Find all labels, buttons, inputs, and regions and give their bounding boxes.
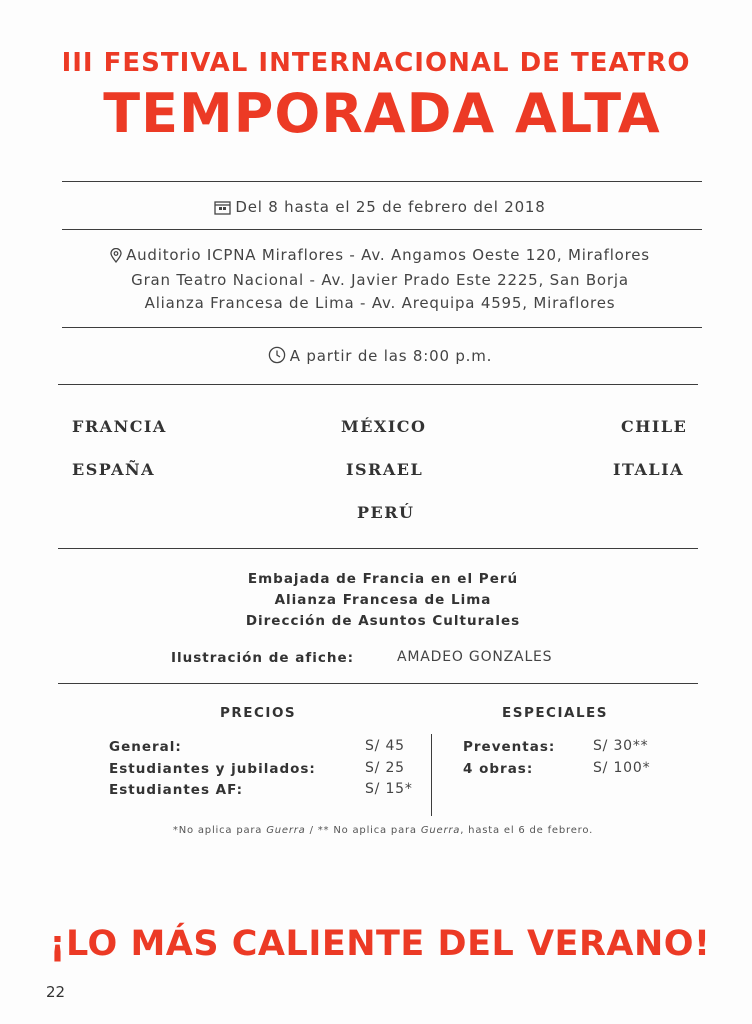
special-value: S/ 30**: [593, 738, 649, 754]
price-value: S/ 45: [365, 738, 405, 754]
illustration-value: AMADEO GONZALES: [397, 649, 553, 665]
special-label: 4 obras:: [463, 761, 534, 777]
divider: [58, 548, 698, 549]
column-divider: [431, 734, 432, 816]
calendar-icon: [214, 198, 235, 216]
price-footnote: [63, 825, 703, 836]
footnote-text: *No aplica para: [172, 825, 267, 836]
special-label: Preventas:: [463, 739, 556, 755]
festival-title: TEMPORADA ALTA: [103, 82, 661, 145]
country-name: PERÚ: [357, 503, 415, 522]
footnote-text: / ** No aplica para: [305, 825, 421, 836]
time-row: [60, 346, 700, 365]
illustration-label: Ilustración de afiche:: [171, 650, 355, 666]
organizer-line: Dirección de Asuntos Culturales: [245, 613, 521, 629]
country-name: ITALIA: [613, 460, 685, 479]
dates-text: Del 8 hasta el 25 de febrero del 2018: [235, 198, 546, 216]
clock-icon: [268, 347, 290, 365]
divider: [62, 327, 702, 328]
venue-line: Alianza Francesa de Lima - Av. Arequipa 4595, Miraflores: [144, 294, 616, 312]
country-name: CHILE: [621, 417, 688, 436]
location-pin-icon: [110, 246, 126, 264]
festival-subtitle: III FESTIVAL INTERNACIONAL DE TEATRO: [61, 48, 691, 78]
country-name: ESPAÑA: [72, 460, 156, 479]
organizer-line: Embajada de Francia en el Perú: [247, 571, 519, 587]
divider: [58, 384, 698, 385]
slogan: ¡LO MÁS CALIENTE DEL VERANO!: [49, 924, 711, 964]
footnote-text: , hasta el 6 de febrero.: [460, 825, 594, 836]
footnote-work-title: Guerra: [266, 825, 306, 836]
country-name: MÉXICO: [341, 417, 427, 436]
price-value: S/ 15*: [365, 781, 413, 797]
divider: [62, 229, 702, 230]
prices-heading: PRECIOS: [220, 705, 297, 721]
venue-text: Auditorio ICPNA Miraflores - Av. Angamos Oeste 120, Miraflores: [126, 246, 650, 264]
price-label: General:: [109, 739, 182, 755]
organizer-line: Alianza Francesa de Lima: [274, 592, 492, 608]
page-number: 22: [46, 983, 66, 1001]
time-text: A partir de las 8:00 p.m.: [289, 347, 493, 365]
country-name: ISRAEL: [346, 460, 424, 479]
price-label: Estudiantes y jubilados:: [109, 761, 316, 777]
venue-line: Gran Teatro Nacional - Av. Javier Prado Este 2225, San Borja: [131, 271, 629, 289]
dates-row: [60, 198, 700, 216]
specials-heading: ESPECIALES: [502, 705, 608, 721]
venue-line: [60, 246, 700, 264]
price-label: Estudiantes AF:: [109, 782, 244, 798]
price-value: S/ 25: [365, 760, 405, 776]
footnote-work-title: Guerra: [420, 825, 461, 836]
special-value: S/ 100*: [593, 760, 651, 776]
divider: [58, 683, 698, 684]
divider: [62, 181, 702, 182]
country-name: FRANCIA: [72, 417, 167, 436]
